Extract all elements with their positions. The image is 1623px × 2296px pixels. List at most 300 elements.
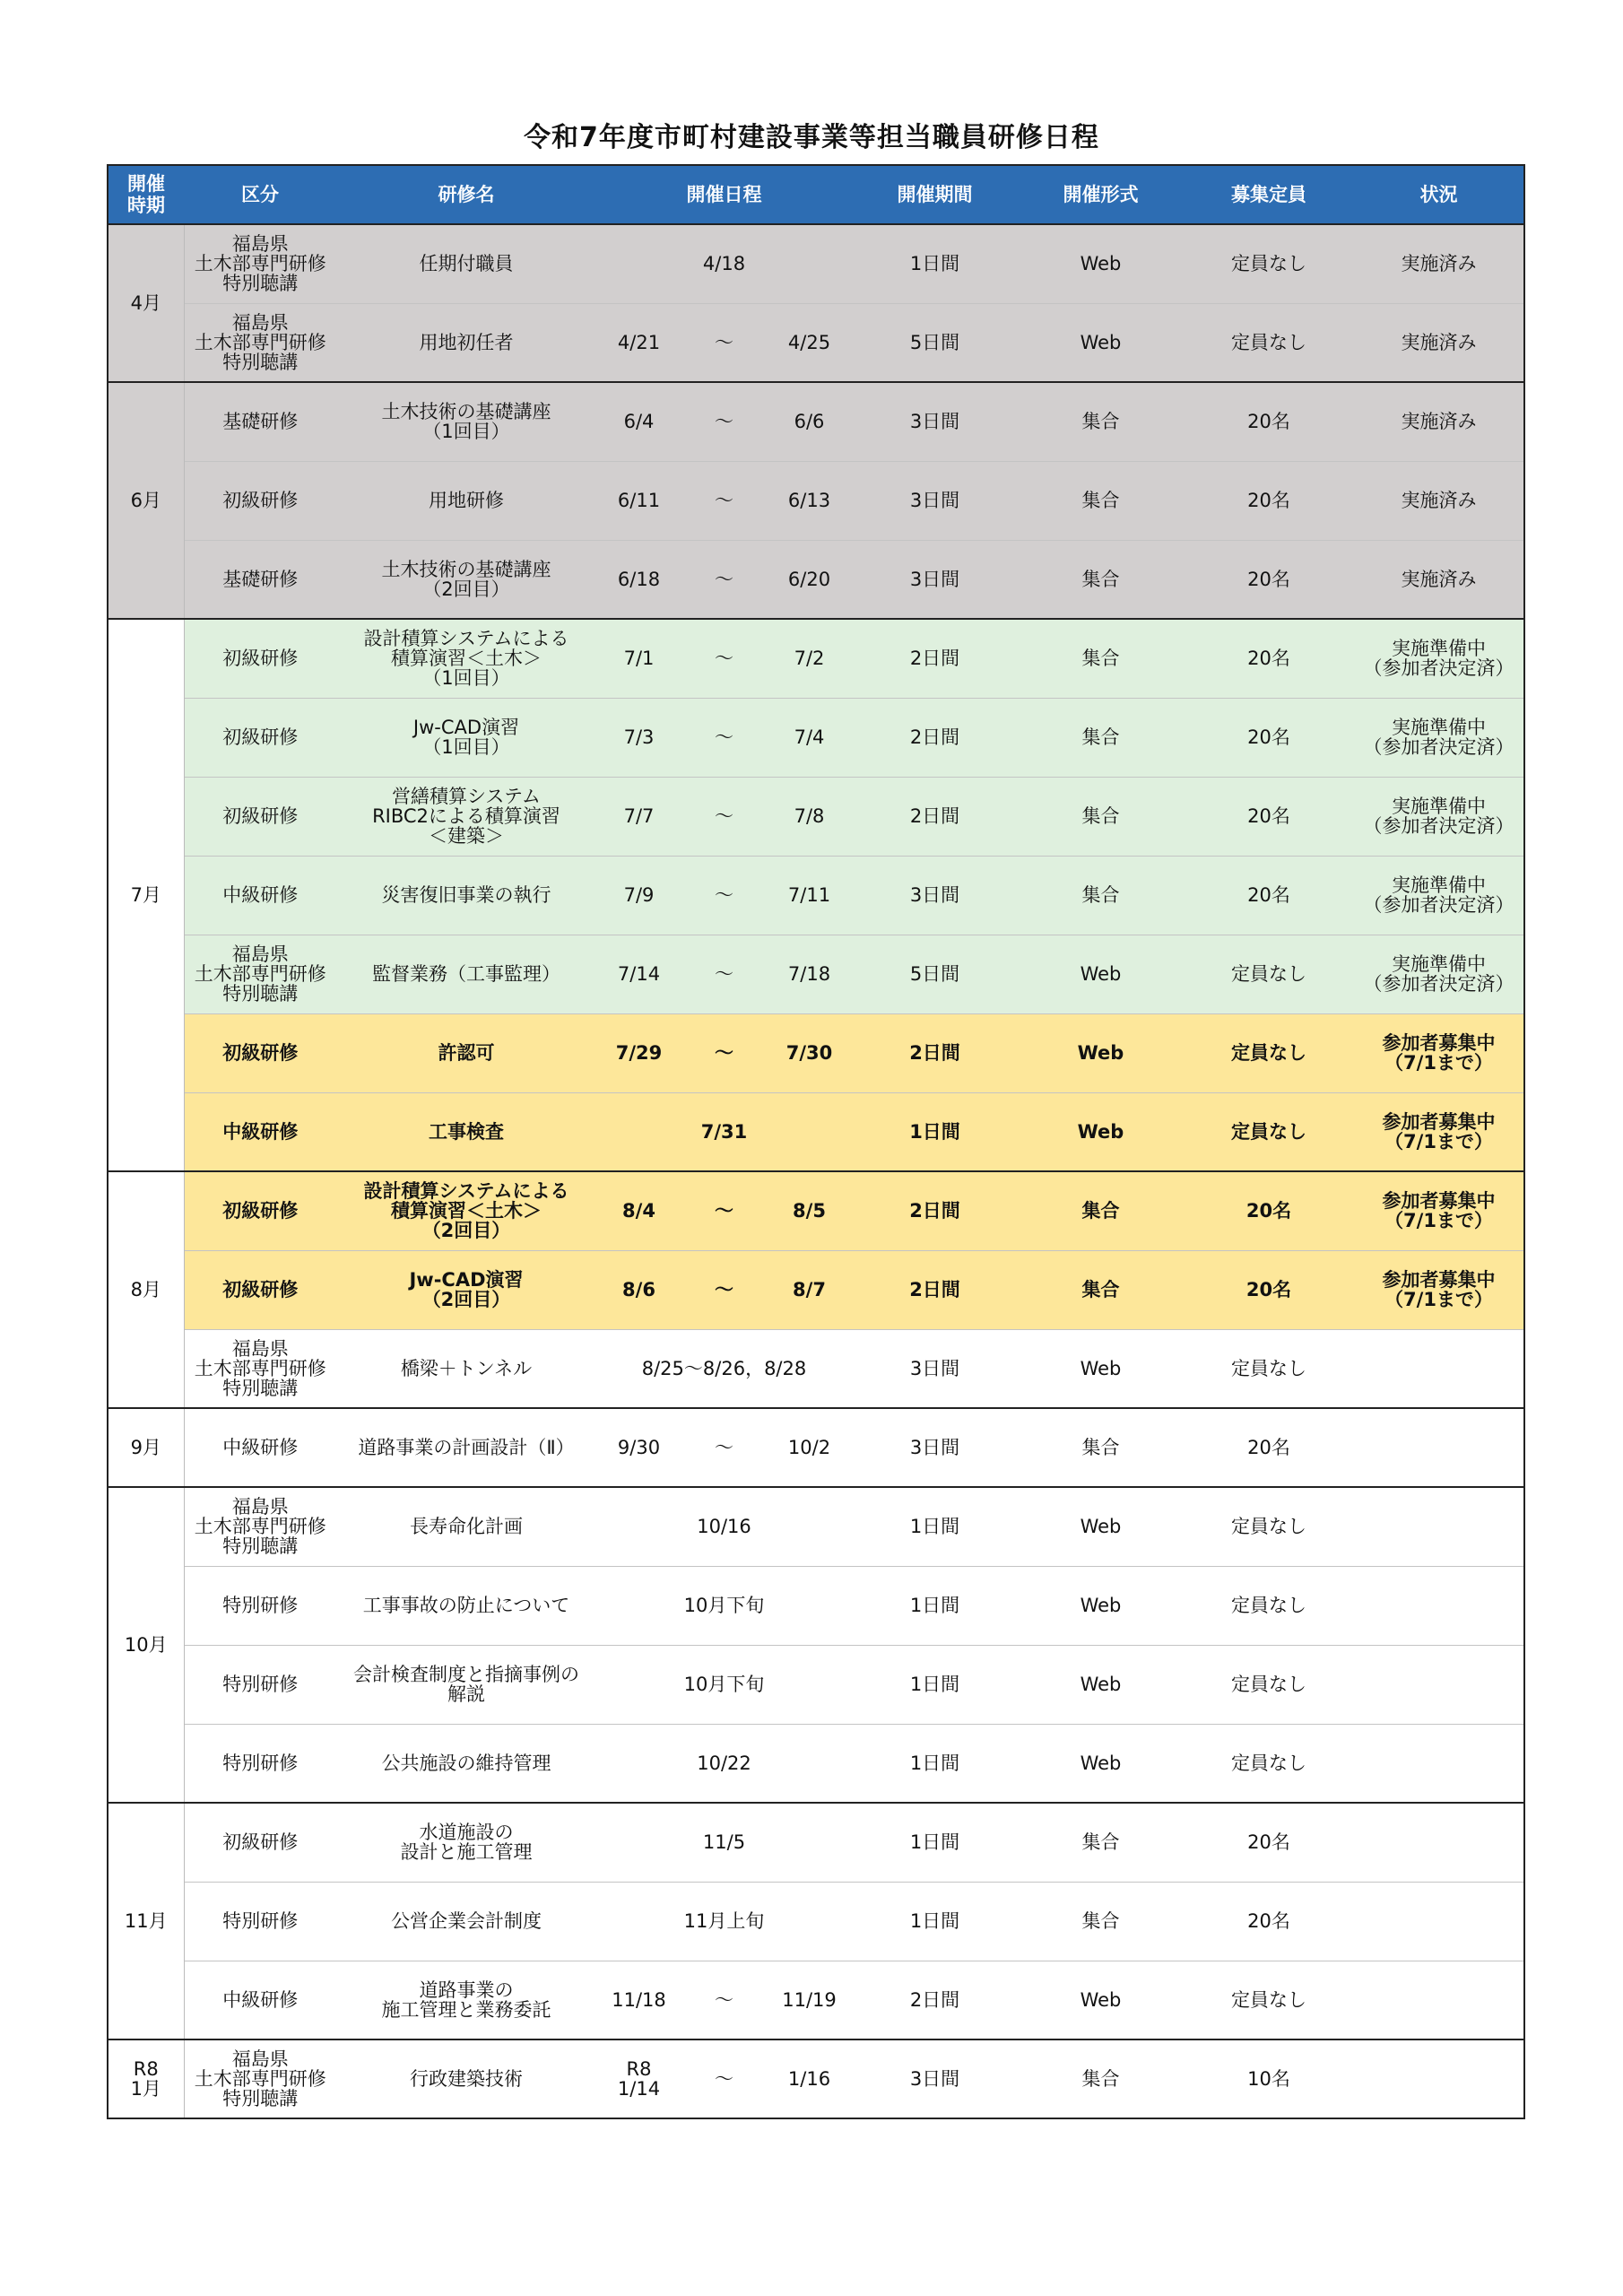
duration-cell-text: 2日間 xyxy=(909,1988,960,2011)
date-tilde-cell-text: ～ xyxy=(715,648,733,670)
date-to-cell xyxy=(767,303,852,382)
category-cell xyxy=(184,540,336,619)
status-cell xyxy=(1354,382,1524,461)
category-cell-text: 福島県 土木部専門研修 特別聴講 xyxy=(194,311,326,373)
course-cell-text: 設計積算システムによる 積算演習＜土木＞ （2回目） xyxy=(363,1180,569,1242)
status-cell-text: 実施準備中 （参加者決定済） xyxy=(1363,638,1515,680)
category-cell-text: 中級研修 xyxy=(222,1120,299,1143)
table-row xyxy=(108,1329,1524,1408)
course-cell-text: 道路事業の 施工管理と業務委託 xyxy=(381,1979,551,2021)
month-cell-text: 4月 xyxy=(130,292,161,314)
table-row xyxy=(108,619,1524,698)
category-cell-text: 初級研修 xyxy=(222,726,299,748)
capacity-cell-text: 定員なし xyxy=(1231,1516,1306,1538)
month-cell xyxy=(108,1803,184,2039)
duration-cell-text: 3日間 xyxy=(909,411,960,433)
date-cell xyxy=(596,224,852,303)
format-cell-text: 集合 xyxy=(1081,648,1120,670)
capacity-cell xyxy=(1184,1566,1354,1645)
date-cell xyxy=(596,1882,852,1961)
date-to-cell xyxy=(767,619,852,698)
capacity-cell xyxy=(1184,461,1354,540)
capacity-cell xyxy=(1184,224,1354,303)
format-cell xyxy=(1018,224,1184,303)
category-cell xyxy=(184,1566,336,1645)
header-duration: 開催期間 xyxy=(852,165,1018,224)
capacity-cell-text: 定員なし xyxy=(1231,253,1306,275)
category-cell-text: 福島県 土木部専門研修 特別聴講 xyxy=(194,233,326,295)
month-cell xyxy=(108,1408,184,1487)
date-from-cell xyxy=(596,1250,681,1329)
date-to-cell xyxy=(767,935,852,1013)
capacity-cell-text: 20名 xyxy=(1247,1437,1290,1458)
course-cell-text: 公営企業会計制度 xyxy=(391,1910,542,1932)
category-cell xyxy=(184,1171,336,1250)
date-cell xyxy=(596,1566,852,1645)
table-row xyxy=(108,777,1524,856)
duration-cell-text: 1日間 xyxy=(909,1120,960,1143)
category-cell-text: 中級研修 xyxy=(222,884,299,906)
duration-cell-text: 2日間 xyxy=(909,805,960,827)
table-row xyxy=(108,382,1524,461)
format-cell xyxy=(1018,303,1184,382)
status-cell xyxy=(1354,1724,1524,1803)
date-to-cell-text: 7/4 xyxy=(794,726,825,748)
course-cell xyxy=(336,1487,596,1566)
duration-cell xyxy=(852,1803,1018,1882)
duration-cell xyxy=(852,698,1018,777)
format-cell xyxy=(1018,619,1184,698)
duration-cell-text: 1日間 xyxy=(909,1516,960,1538)
category-cell xyxy=(184,224,336,303)
duration-cell-text: 3日間 xyxy=(909,884,960,906)
format-cell-text: Web xyxy=(1080,1752,1122,1774)
date-tilde-cell-text: ～ xyxy=(715,963,733,985)
capacity-cell-text: 20名 xyxy=(1245,1200,1292,1222)
capacity-cell xyxy=(1184,1013,1354,1092)
date-to-cell xyxy=(767,777,852,856)
category-cell-text: 特別研修 xyxy=(222,1752,299,1774)
status-cell xyxy=(1354,1171,1524,1250)
course-cell-text: 会計検査制度と指摘事例の 解説 xyxy=(353,1664,579,1705)
category-cell xyxy=(184,1803,336,1882)
date-to-cell-text: 7/18 xyxy=(787,963,831,985)
date-cell xyxy=(596,1724,852,1803)
status-cell-text: 参加者募集中 （7/1まで） xyxy=(1382,1110,1496,1152)
duration-cell-text: 2日間 xyxy=(909,648,960,670)
table-row xyxy=(108,1171,1524,1250)
table-row xyxy=(108,935,1524,1013)
header-month: 開催 時期 xyxy=(108,165,184,224)
capacity-cell xyxy=(1184,1329,1354,1408)
date-to-cell-text: 7/8 xyxy=(794,805,825,827)
month-cell xyxy=(108,1171,184,1408)
date-to-cell-text: 6/20 xyxy=(787,568,831,590)
table-row xyxy=(108,1961,1524,2039)
duration-cell xyxy=(852,224,1018,303)
format-cell-text: 集合 xyxy=(1081,2068,1120,2090)
training-schedule-table xyxy=(107,164,1525,2119)
status-cell xyxy=(1354,1487,1524,1566)
format-cell xyxy=(1018,1013,1184,1092)
date-tilde-cell xyxy=(681,856,767,935)
course-cell-text: 災害復旧事業の執行 xyxy=(381,884,551,906)
format-cell xyxy=(1018,856,1184,935)
format-cell xyxy=(1018,1171,1184,1250)
date-tilde-cell-text: ～ xyxy=(715,805,733,827)
course-cell xyxy=(336,2039,596,2118)
duration-cell xyxy=(852,1882,1018,1961)
capacity-cell xyxy=(1184,777,1354,856)
course-cell-text: 工事検査 xyxy=(429,1120,504,1143)
category-cell-text: 初級研修 xyxy=(222,648,299,670)
category-cell-text: 特別研修 xyxy=(222,1595,299,1616)
format-cell xyxy=(1018,1408,1184,1487)
course-cell-text: 水道施設の 設計と施工管理 xyxy=(400,1822,533,1864)
capacity-cell-text: 20名 xyxy=(1247,411,1290,433)
table-row xyxy=(108,1013,1524,1092)
format-cell xyxy=(1018,777,1184,856)
table-row xyxy=(108,1803,1524,1882)
duration-cell xyxy=(852,1092,1018,1171)
table-row xyxy=(108,2039,1524,2118)
date-cell xyxy=(596,1092,852,1171)
format-cell-text: 集合 xyxy=(1081,1200,1120,1222)
date-to-cell xyxy=(767,1961,852,2039)
status-cell xyxy=(1354,1250,1524,1329)
status-cell xyxy=(1354,540,1524,619)
table-row xyxy=(108,303,1524,382)
course-cell-text: 橋梁＋トンネル xyxy=(400,1357,533,1379)
date-from-cell-text: 6/4 xyxy=(623,411,655,433)
date-from-cell xyxy=(596,856,681,935)
format-cell-text: Web xyxy=(1080,253,1122,275)
date-from-cell xyxy=(596,698,681,777)
format-cell-text: Web xyxy=(1080,1674,1122,1695)
status-cell-text: 実施済み xyxy=(1401,411,1477,433)
category-cell xyxy=(184,2039,336,2118)
duration-cell-text: 1日間 xyxy=(909,1595,960,1616)
date-from-cell xyxy=(596,1171,681,1250)
course-cell xyxy=(336,382,596,461)
duration-cell xyxy=(852,1329,1018,1408)
date-to-cell xyxy=(767,698,852,777)
course-cell-text: Jw-CAD演習 （1回目） xyxy=(412,717,520,758)
date-to-cell xyxy=(767,382,852,461)
date-tilde-cell xyxy=(681,461,767,540)
header-status: 状況 xyxy=(1354,165,1524,224)
course-cell-text: 用地研修 xyxy=(429,490,504,511)
format-cell-text: Web xyxy=(1080,963,1122,985)
date-from-cell xyxy=(596,540,681,619)
category-cell xyxy=(184,1329,336,1408)
category-cell-text: 中級研修 xyxy=(222,1437,299,1458)
format-cell xyxy=(1018,698,1184,777)
capacity-cell xyxy=(1184,1171,1354,1250)
date-from-cell-text: 8/4 xyxy=(622,1200,655,1222)
capacity-cell-text: 20名 xyxy=(1247,726,1290,748)
format-cell-text: 集合 xyxy=(1081,1910,1120,1932)
capacity-cell-text: 20名 xyxy=(1247,648,1290,670)
format-cell-text: 集合 xyxy=(1081,726,1120,748)
duration-cell xyxy=(852,461,1018,540)
status-cell-text: 参加者募集中 （7/1まで） xyxy=(1382,1190,1496,1232)
category-cell xyxy=(184,382,336,461)
date-from-cell xyxy=(596,777,681,856)
course-cell-text: 営繕積算システム RIBC2による積算演習 ＜建築＞ xyxy=(372,786,560,847)
date-to-cell xyxy=(767,540,852,619)
capacity-cell-text: 20名 xyxy=(1247,490,1290,511)
date-tilde-cell xyxy=(681,1961,767,2039)
duration-cell-text: 1日間 xyxy=(909,1910,960,1932)
date-to-cell-text: 7/2 xyxy=(794,648,825,670)
course-cell-text: 行政建築技術 xyxy=(410,2068,523,2090)
category-cell-text: 中級研修 xyxy=(222,1988,299,2011)
date-cell-text: 10月下旬 xyxy=(683,1595,765,1616)
format-cell-text: Web xyxy=(1080,1988,1122,2011)
duration-cell xyxy=(852,856,1018,935)
capacity-cell-text: 定員なし xyxy=(1231,1752,1306,1774)
date-tilde-cell-text: ～ xyxy=(715,2068,733,2090)
date-tilde-cell-text: ～ xyxy=(715,884,733,906)
duration-cell-text: 3日間 xyxy=(909,1437,960,1458)
format-cell-text: Web xyxy=(1077,1042,1124,1064)
month-cell xyxy=(108,619,184,1171)
course-cell-text: 公共施設の維持管理 xyxy=(381,1752,551,1774)
course-cell xyxy=(336,1566,596,1645)
date-cell-text: 11/5 xyxy=(702,1831,746,1854)
course-cell-text: 土木技術の基礎講座 （2回目） xyxy=(381,558,551,600)
capacity-cell-text: 定員なし xyxy=(1231,1674,1306,1695)
duration-cell-text: 3日間 xyxy=(909,490,960,511)
duration-cell xyxy=(852,777,1018,856)
date-cell-text: 7/31 xyxy=(700,1120,748,1143)
date-from-cell-text: 7/1 xyxy=(623,648,655,670)
course-cell xyxy=(336,1329,596,1408)
format-cell xyxy=(1018,1566,1184,1645)
status-cell-text: 実施準備中 （参加者決定済） xyxy=(1363,796,1515,837)
date-to-cell xyxy=(767,1250,852,1329)
status-cell xyxy=(1354,856,1524,935)
date-tilde-cell xyxy=(681,382,767,461)
format-cell xyxy=(1018,2039,1184,2118)
date-cell xyxy=(596,1645,852,1724)
category-cell xyxy=(184,461,336,540)
capacity-cell-text: 20名 xyxy=(1247,884,1290,906)
table-row xyxy=(108,1092,1524,1171)
course-cell-text: Jw-CAD演習 （2回目） xyxy=(409,1269,524,1310)
date-tilde-cell xyxy=(681,303,767,382)
date-cell-text: 4/18 xyxy=(702,253,746,275)
duration-cell-text: 5日間 xyxy=(909,331,960,353)
status-cell-text: 参加者募集中 （7/1まで） xyxy=(1382,1032,1496,1074)
page-title: 令和7年度市町村建設事業等担当職員研修日程 xyxy=(524,122,1099,153)
header-category: 区分 xyxy=(184,165,336,224)
course-cell xyxy=(336,1250,596,1329)
date-to-cell xyxy=(767,1171,852,1250)
capacity-cell-text: 定員なし xyxy=(1231,1988,1306,2011)
capacity-cell-text: 20名 xyxy=(1247,1910,1290,1932)
status-cell xyxy=(1354,1329,1524,1408)
duration-cell-text: 1日間 xyxy=(909,1831,960,1854)
course-cell-text: 長寿命化計画 xyxy=(410,1516,523,1538)
month-cell-text: 7月 xyxy=(130,884,161,906)
capacity-cell-text: 定員なし xyxy=(1231,1120,1306,1143)
category-cell-text: 特別研修 xyxy=(222,1674,299,1695)
status-cell xyxy=(1354,224,1524,303)
capacity-cell-text: 20名 xyxy=(1247,1831,1290,1854)
category-cell xyxy=(184,1645,336,1724)
course-cell-text: 工事事故の防止について xyxy=(362,1595,570,1616)
capacity-cell-text: 20名 xyxy=(1247,568,1290,590)
month-cell-text: 10月 xyxy=(124,1634,168,1656)
date-to-cell-text: 6/13 xyxy=(787,490,831,511)
capacity-cell xyxy=(1184,1487,1354,1566)
course-cell xyxy=(336,1803,596,1882)
format-cell-text: 集合 xyxy=(1081,884,1120,906)
table-row xyxy=(108,1408,1524,1487)
status-cell-text: 実施済み xyxy=(1401,331,1477,353)
format-cell-text: 集合 xyxy=(1081,805,1120,827)
date-from-cell xyxy=(596,461,681,540)
date-to-cell-text: 7/30 xyxy=(785,1042,833,1064)
category-cell xyxy=(184,1724,336,1803)
course-cell xyxy=(336,856,596,935)
capacity-cell-text: 定員なし xyxy=(1231,1357,1306,1379)
date-to-cell xyxy=(767,1013,852,1092)
table-row xyxy=(108,1645,1524,1724)
date-tilde-cell-text: ～ xyxy=(715,1437,733,1458)
category-cell xyxy=(184,1961,336,2039)
duration-cell xyxy=(852,1013,1018,1092)
date-tilde-cell xyxy=(681,1013,767,1092)
date-to-cell-text: 8/7 xyxy=(793,1279,826,1300)
date-from-cell-text: 7/7 xyxy=(623,805,655,827)
date-to-cell-text: 1/16 xyxy=(787,2068,831,2090)
date-tilde-cell-text: ～ xyxy=(715,726,733,748)
capacity-cell xyxy=(1184,619,1354,698)
course-cell xyxy=(336,224,596,303)
status-cell xyxy=(1354,1645,1524,1724)
month-cell-text: 8月 xyxy=(130,1279,161,1300)
month-cell xyxy=(108,224,184,382)
duration-cell xyxy=(852,1250,1018,1329)
date-to-cell xyxy=(767,461,852,540)
date-from-cell-text: R8 1/14 xyxy=(617,2058,661,2100)
category-cell-text: 基礎研修 xyxy=(222,568,299,590)
duration-cell-text: 3日間 xyxy=(909,568,960,590)
category-cell xyxy=(184,1408,336,1487)
date-tilde-cell xyxy=(681,1250,767,1329)
category-cell-text: 初級研修 xyxy=(222,1200,299,1222)
format-cell-text: 集合 xyxy=(1081,568,1120,590)
course-cell-text: 許認可 xyxy=(438,1042,495,1064)
capacity-cell xyxy=(1184,2039,1354,2118)
duration-cell xyxy=(852,1961,1018,2039)
duration-cell-text: 2日間 xyxy=(909,1042,960,1064)
date-cell-text: 11月上旬 xyxy=(683,1910,765,1932)
format-cell-text: 集合 xyxy=(1081,1437,1120,1458)
course-cell xyxy=(336,1171,596,1250)
capacity-cell xyxy=(1184,382,1354,461)
format-cell xyxy=(1018,1961,1184,2039)
status-cell xyxy=(1354,619,1524,698)
category-cell-text: 福島県 土木部専門研修 特別聴講 xyxy=(194,944,326,1004)
category-cell xyxy=(184,1487,336,1566)
date-from-cell-text: 7/29 xyxy=(615,1042,663,1064)
date-from-cell xyxy=(596,935,681,1013)
status-cell xyxy=(1354,1803,1524,1882)
month-cell-text: 6月 xyxy=(130,490,161,511)
format-cell xyxy=(1018,1803,1184,1882)
table-header-row xyxy=(108,165,1524,224)
category-cell-text: 福島県 土木部専門研修 特別聴講 xyxy=(194,1337,326,1399)
capacity-cell xyxy=(1184,1882,1354,1961)
duration-cell xyxy=(852,540,1018,619)
course-cell xyxy=(336,1882,596,1961)
status-cell xyxy=(1354,1408,1524,1487)
date-from-cell xyxy=(596,303,681,382)
course-cell-text: 土木技術の基礎講座 （1回目） xyxy=(381,401,551,443)
date-tilde-cell xyxy=(681,935,767,1013)
date-from-cell-text: 8/6 xyxy=(622,1279,655,1300)
format-cell-text: 集合 xyxy=(1081,411,1120,433)
date-from-cell xyxy=(596,1013,681,1092)
date-tilde-cell-text: ～ xyxy=(715,1988,733,2011)
category-cell xyxy=(184,1250,336,1329)
capacity-cell-text: 20名 xyxy=(1247,805,1290,827)
date-tilde-cell-text: ～ xyxy=(715,331,733,353)
format-cell xyxy=(1018,1092,1184,1171)
date-tilde-cell-text: ～ xyxy=(715,1279,733,1300)
duration-cell-text: 5日間 xyxy=(909,963,960,985)
date-from-cell xyxy=(596,2039,681,2118)
course-cell xyxy=(336,619,596,698)
course-cell xyxy=(336,935,596,1013)
date-tilde-cell-text: ～ xyxy=(715,568,733,590)
category-cell-text: 特別研修 xyxy=(222,1910,299,1932)
header-format: 開催形式 xyxy=(1018,165,1184,224)
header-course: 研修名 xyxy=(336,165,596,224)
format-cell xyxy=(1018,1250,1184,1329)
format-cell xyxy=(1018,540,1184,619)
duration-cell xyxy=(852,1566,1018,1645)
duration-cell xyxy=(852,382,1018,461)
duration-cell xyxy=(852,2039,1018,2118)
date-tilde-cell-text: ～ xyxy=(715,1042,733,1064)
capacity-cell xyxy=(1184,1250,1354,1329)
course-cell-text: 設計積算システムによる 積算演習＜土木＞ （1回目） xyxy=(363,628,569,690)
status-cell xyxy=(1354,1961,1524,2039)
date-to-cell-text: 7/11 xyxy=(787,884,831,906)
duration-cell-text: 2日間 xyxy=(909,1279,960,1300)
course-cell xyxy=(336,461,596,540)
date-tilde-cell xyxy=(681,777,767,856)
date-cell xyxy=(596,1329,852,1408)
course-cell xyxy=(336,777,596,856)
category-cell-text: 初級研修 xyxy=(222,490,299,511)
category-cell-text: 初級研修 xyxy=(222,1279,299,1300)
duration-cell-text: 1日間 xyxy=(909,1674,960,1695)
status-cell xyxy=(1354,777,1524,856)
duration-cell xyxy=(852,1408,1018,1487)
month-cell xyxy=(108,382,184,619)
category-cell xyxy=(184,935,336,1013)
capacity-cell xyxy=(1184,698,1354,777)
course-cell xyxy=(336,1724,596,1803)
header-capacity: 募集定員 xyxy=(1184,165,1354,224)
status-cell xyxy=(1354,1882,1524,1961)
